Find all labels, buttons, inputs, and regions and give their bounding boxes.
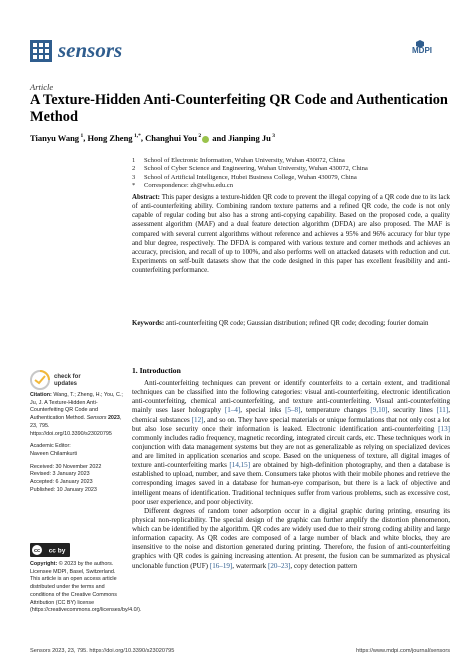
affiliation-mark: 2 — [132, 165, 136, 173]
author-name[interactable]: Jianping Ju — [228, 133, 271, 143]
paragraph-text: , chemical substances — [132, 406, 450, 424]
paragraph-text: , temperature changes — [300, 406, 371, 415]
affiliation-mark: 3 — [132, 173, 136, 181]
keywords-label: Keywords: — [132, 320, 165, 327]
orcid-icon[interactable] — [202, 136, 209, 143]
paragraph-text: are obtained by high-definition photography, and then a database is established to upload, number, and save them. Consumers take photos with their mobile phones and retrieve the corresponding images saved in a database for human-eye comparison, but there is a lack of objective and intelligent means of identification. Traditional techniques suffer from various problems, such as excessive cost, poor user experience, and poor objectivity. — [132, 461, 450, 506]
article-type: Article — [30, 82, 54, 92]
affiliation-1 — [132, 157, 452, 165]
citation-block — [30, 392, 126, 438]
author-affiliation-mark: 3 — [270, 133, 275, 140]
publisher-name[interactable]: MDPI — [412, 46, 432, 55]
copyright-block — [30, 561, 142, 615]
author-affiliation-mark: 2 — [196, 133, 202, 140]
cc-by-license-icon[interactable] — [30, 543, 70, 557]
section-heading: 1. Introduction — [132, 366, 181, 375]
author-name[interactable]: Hong Zheng — [87, 133, 133, 143]
affiliation-text: School of Artificial Intelligence, Hubei Business College, Wuhan 430079, China — [144, 173, 357, 181]
author-name[interactable]: Tianyu Wang — [30, 133, 80, 143]
citation-link[interactable]: [20–23] — [267, 561, 291, 570]
author-separator: , — [83, 133, 88, 143]
cc-label: cc by — [48, 547, 66, 555]
author-separator: , — [140, 133, 146, 143]
citation-link[interactable]: [1–4] — [224, 406, 241, 415]
svg-text:cc: cc — [33, 548, 41, 555]
author-name[interactable]: Changhui You — [145, 133, 197, 143]
author-affiliation-mark: 1,* — [132, 133, 141, 140]
page-title: A Texture-Hidden Anti-Counterfeiting QR Code and Authentication Method — [30, 92, 448, 125]
citation-link[interactable]: [14,15] — [229, 461, 251, 470]
paragraph-text: , watermark — [232, 561, 268, 570]
affiliation-mark: 1 — [132, 157, 136, 164]
paragraph-text: Different degrees of random toner adsorption occur in a digital graphic during printing, ensuring its physical non-replicability. The special design of the graphic can further amplify the distortion phenomenon, which can be identified by the algorithm. QR codes are widely used due to their strong coding ability and large information capacity. As QR codes are composed of a large number of black and white blocks, they are insensitive to the noise and distortion generated during printing. Therefore, the fusion of anti-counterfeiting graphics with QR codes is gaining increasing attention. At present, the fusion can be summarized as physical unclonable function (PUF) — [132, 506, 450, 570]
affiliation-2 — [132, 165, 452, 173]
citation-link[interactable]: [12] — [191, 415, 204, 424]
citation-journal: Sensors — [86, 415, 107, 422]
citation-link[interactable]: [9,10] — [370, 406, 388, 415]
author-list — [30, 133, 450, 143]
citation-link[interactable]: [5–8] — [285, 406, 301, 415]
affiliations — [132, 157, 452, 191]
editor-name: Naveen Chilamkurti — [30, 450, 78, 457]
citation-link[interactable]: [16–19] — [209, 561, 233, 570]
paragraph-text: , special inks — [240, 406, 286, 415]
citation-text: Wang, T.; Zheng, H.; You, C.; Ju, J. A Texture-Hidden Anti-Counterfeiting QR Code and Authentication Method. — [30, 392, 123, 422]
revised-date: Revised: 3 January 2023 — [30, 471, 90, 478]
author-affiliation-mark: 1 — [79, 133, 84, 140]
affiliation-mark: * — [132, 182, 136, 190]
journal-name[interactable]: sensors — [58, 38, 123, 62]
check-for-updates-link[interactable] — [54, 374, 81, 388]
keywords-text: anti-counterfeiting QR code; Gaussian distribution; refined QR code; decoding; fourier domain — [165, 320, 429, 327]
citation-year: 2023 — [107, 415, 120, 422]
footer-citation[interactable]: Sensors 2023, 23, 795. https://doi.org/10.3390/s23020795 — [30, 648, 175, 654]
paragraph-text: , copy detection pattern — [290, 561, 357, 570]
affiliation-3 — [132, 174, 452, 182]
affiliation-text: School of Electronic Information, Wuhan University, Wuhan 430072, China — [144, 157, 345, 164]
editor-block — [30, 443, 126, 458]
citation-link[interactable]: [11] — [436, 406, 449, 415]
copyright-text: © 2023 by the authors. Licensee MDPI, Basel, Switzerland. This article is an open access article distributed under the terms and conditions of the Creative Commons Attribution (CC BY) license (https://creativecommons.org/licenses/by/4.0/). — [30, 561, 142, 614]
affiliation-text: School of Cyber Science and Engineering, Wuhan University, Wuhan 430072, China — [144, 165, 368, 173]
citation-doi[interactable]: , 23, 795. https://doi.org/10.3390/s23020795 — [30, 415, 122, 437]
check-updates-line: check for — [54, 374, 81, 380]
article-sidebar — [30, 392, 126, 499]
received-date: Received: 30 November 2022 — [30, 463, 102, 470]
correspondence — [132, 182, 452, 190]
citation-link[interactable]: [13] — [438, 424, 450, 433]
paragraph — [132, 379, 450, 507]
check-for-updates-icon[interactable] — [30, 370, 50, 390]
paragraph-text: , and so on. They have special materials or unique formulations that not only cost a lot but also lose security once their information is leaked. Electronic identification anti-counterfeiting — [132, 415, 450, 433]
abstract-text: This paper designs a texture-hidden QR code to prevent the illegal copying of a QR code due to its lack of anti-counterfeiting ability. Combining random texture patterns and a refined QR code, the code is not only capable of regular coding but also has a strong anti-copying capability. Based on the proposed code, a quality assessment algorithm (MAF) and a dual feature detection algorithm (DFDA) are also proposed. The MAF is compared with several current algorithms without reference and achieves a 95% and 96% accuracy for blur type and blur degree, respectively. The DFDA is compared with various texture and corner methods and achieves an accuracy, precision, and recall of up to 100%, and also performs well on attacked datasets with reduction and cut. Experiments on self-built datasets show that the code designed in this paper has excellent feasibility and anti-counterfeiting performance. — [132, 194, 450, 275]
paragraph-text: , security lines — [387, 406, 437, 415]
paragraph — [132, 507, 450, 571]
paragraph-text: commonly includes radio frequency, magnetic recording, integrated circuit cards, etc. These techniques work in conjunction with data management systems but they are not as generalizable as relying on specialized devices and are limited in application scenarios and scope. Based on the uniqueness of texture, all digital images of texture anti-counterfeiting marks — [132, 433, 450, 470]
editor-label: Academic Editor: — [30, 443, 71, 450]
footer-journal-url[interactable]: https://www.mdpi.com/journal/sensors — [356, 648, 450, 654]
citation-label: Citation: — [30, 392, 52, 398]
copyright-label: Copyright: — [30, 561, 58, 567]
journal-logo-icon — [30, 40, 52, 62]
paragraph-text: Anti-counterfeiting techniques can prevent or identify counterfeits to a certain extent, and traditional techniques can be classified into the following categories: visual anti-counterfeiting, electronic identification anti-counterfeiting, chemical anti-counterfeiting, and texture anti-counterfeiting. Visual anti-counterfeiting mainly uses laser holography — [132, 379, 450, 415]
check-updates-line: updates — [54, 380, 78, 387]
introduction-body — [132, 379, 450, 571]
author-separator: and — [210, 133, 229, 143]
abstract-label: Abstract: — [132, 194, 160, 201]
keywords — [132, 319, 450, 328]
correspondence-email[interactable]: Correspondence: zh@whu.edu.cn — [144, 182, 234, 190]
accepted-date: Accepted: 6 January 2023 — [30, 479, 93, 486]
abstract — [132, 193, 450, 275]
published-date: Published: 10 January 2023 — [30, 486, 97, 493]
dates-block — [30, 464, 126, 495]
